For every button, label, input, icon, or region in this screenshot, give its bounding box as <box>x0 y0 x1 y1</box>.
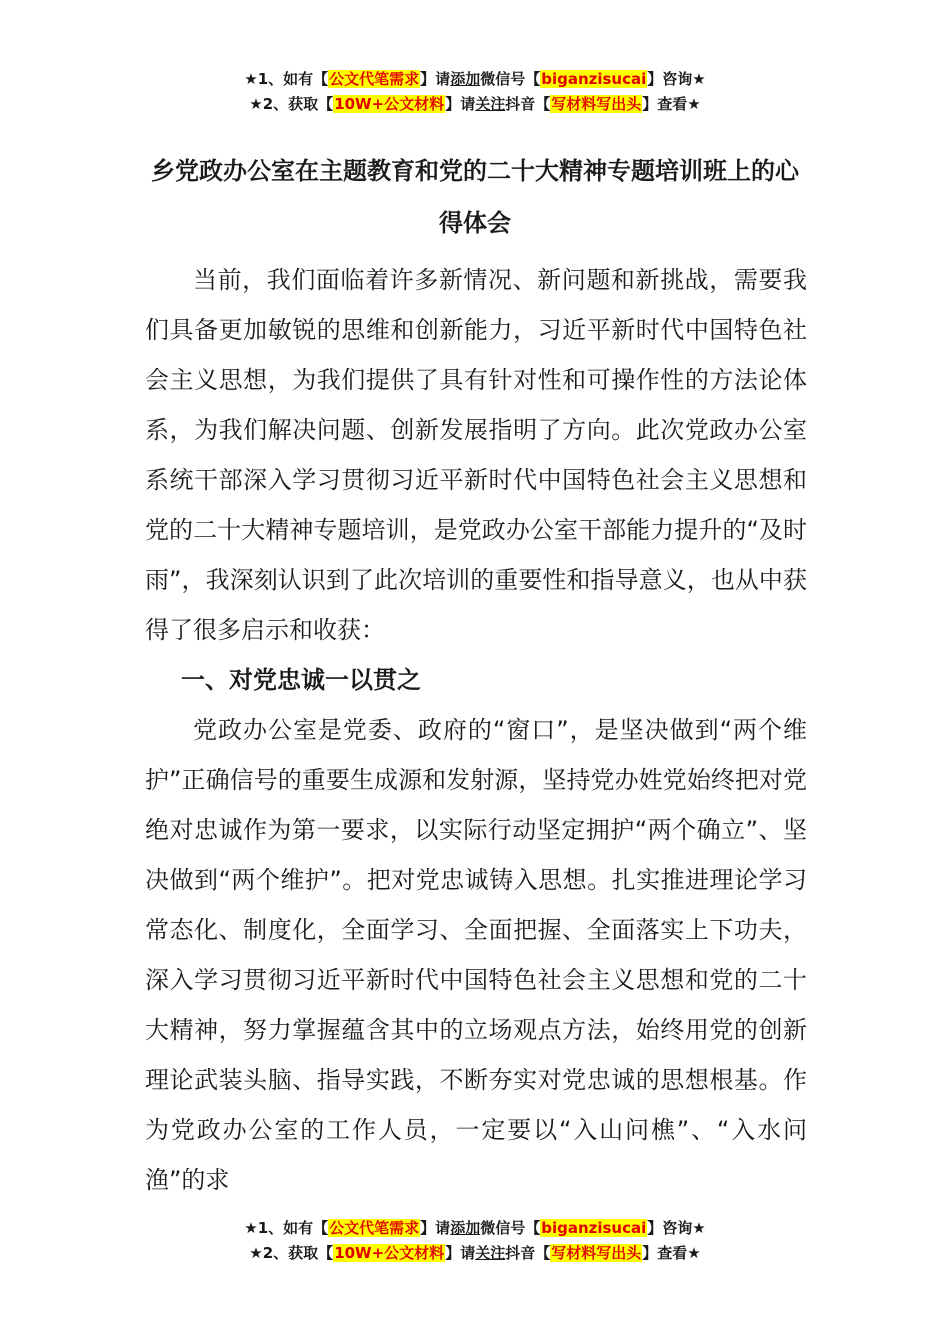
highlight-text: 10W+公文材料 <box>334 95 445 113</box>
section-heading: 一、对党忠诚一以贯之 <box>181 666 421 694</box>
document-body <box>145 255 807 1205</box>
highlight-text: 10W+公文材料 <box>334 1244 445 1262</box>
paragraph: 党政办公室是党委、政府的“窗口”，是坚决做到“两个维护”正确信号的重要生成源和发射源，坚持党办姓党始终把对党绝对忠诚作为第一要求，以实际行动坚定拥护“两个确立”、坚决做到“两个维护”。把对党忠诚铸入思想。扎实推进理论学习常态化、制度化，全面学习、全面把握、全面落实上下功夫，深入学习贯彻习近平新时代中国特色社会主义思想和党的二十大精神，努力掌握蕴含其中的立场观点方法，始终用党的创新理论武装头脑、指导实践，不断夯实对党忠诚的思想根基。作为党政办公室的工作人员，一定要以“入山问樵”、“入水问渔”的求 <box>145 716 807 1194</box>
highlight-text: 公文代笔需求 <box>329 70 420 88</box>
promo-line-2: ★2、获取【10W+公文材料】请关注抖音【写材料写出头】查看★ <box>249 95 701 113</box>
wechat-id: biganzisucai <box>541 70 647 88</box>
promo-banner-top <box>0 67 950 117</box>
paragraph: 当前，我们面临着许多新情况、新问题和新挑战，需要我们具备更加敏锐的思维和创新能力，习近平新时代中国特色社会主义思想，为我们提供了具有针对性和可操作性的方法论体系，为我们解决问题、创新发展指明了方向。此次党政办公室系统干部深入学习贯彻习近平新时代中国特色社会主义思想和党的二十大精神专题培训，是党政办公室干部能力提升的“及时雨”，我深刻认识到了此次培训的重要性和指导意义，也从中获得了很多启示和收获： <box>145 266 807 644</box>
promo-line-1: ★1、如有【公文代笔需求】请添加微信号【biganzisucai】咨询★ <box>244 70 706 88</box>
highlight-text: 公文代笔需求 <box>329 1219 420 1237</box>
promo-line-1: ★1、如有【公文代笔需求】请添加微信号【biganzisucai】咨询★ <box>244 1219 706 1237</box>
douyin-id: 写材料写出头 <box>551 1244 642 1262</box>
douyin-id: 写材料写出头 <box>551 95 642 113</box>
document-title: 乡党政办公室在主题教育和党的二十大精神专题培训班上的心得体会 <box>151 157 799 237</box>
promo-line-2: ★2、获取【10W+公文材料】请关注抖音【写材料写出头】查看★ <box>249 1244 701 1262</box>
wechat-id: biganzisucai <box>541 1219 647 1237</box>
promo-banner-bottom <box>0 1216 950 1266</box>
